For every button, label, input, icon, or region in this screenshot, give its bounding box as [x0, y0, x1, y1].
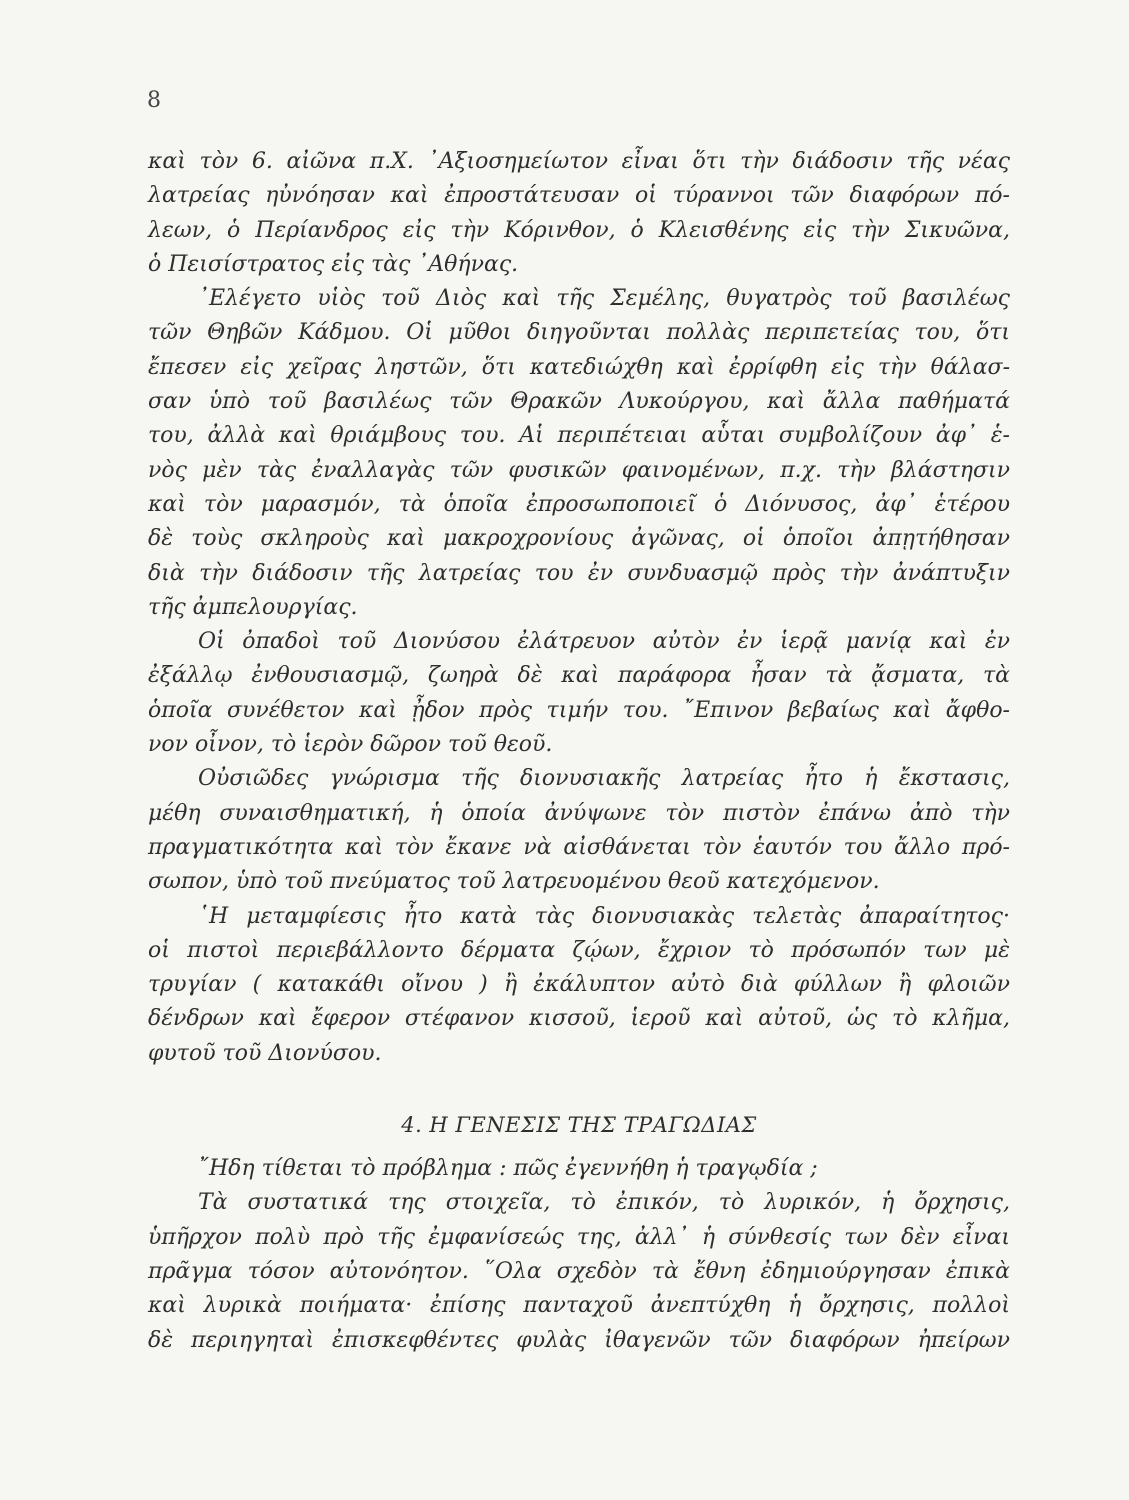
paragraph	[148, 282, 1010, 625]
paragraph	[148, 625, 1010, 762]
text-line: ἔπεσεν εἰς χεῖρας ληστῶν, ὅτι κατεδιώχθη καὶ ἐρρίφθη εἰς τὴν θάλασ-	[148, 354, 1010, 380]
text-line: ὁποῖα συνέθετον καὶ ᾖδον πρὸς τιμήν του. ῎Επινον βεβαίως καὶ ἄφθο-	[148, 697, 1010, 723]
text-line: διὰ τὴν διάδοσιν τῆς λατρείας του ἐν συνδυασμῷ πρὸς τὴν ἀνάπτυξιν	[148, 560, 1010, 586]
paragraph	[148, 145, 1010, 282]
text-line: τῶν Θηβῶν Κάδμου. Οἱ μῦθοι διηγοῦνται πολλὰς περιπετείας του, ὅτι	[148, 320, 1010, 346]
text-line: Τὰ συστατικά της στοιχεῖα, τὸ ἐπικόν, τὸ λυρικόν, ἡ ὄρχησις,	[198, 1190, 1010, 1216]
paragraph	[148, 1152, 1010, 1186]
text-line: πρᾶγμα τόσον αὐτονόητον. ῞Ολα σχεδὸν τὰ ἔθνη ἐδημιούργησαν ἐπικὰ	[148, 1258, 1010, 1284]
paragraph	[148, 762, 1010, 899]
text-line: σωπον, ὑπὸ τοῦ πνεύματος τοῦ λατρευομένου θεοῦ κατεχόμενον.	[148, 869, 880, 895]
text-line: δὲ τοὺς σκληροὺς καὶ μακροχρονίους ἀγῶνας, οἱ ὁποῖοι ἀπῃτήθησαν	[148, 526, 1010, 552]
text-line: φυτοῦ τοῦ Διονύσου.	[148, 1040, 382, 1066]
text-line: δένδρων καὶ ἔφερον στέφανον κισσοῦ, ἱεροῦ καὶ αὐτοῦ, ὡς τὸ κλῆμα,	[148, 1006, 1010, 1032]
text-line: ῎Ηδη τίθεται τὸ πρόβλημα : πῶς ἐγεννήθη ἡ τραγῳδία ;	[198, 1156, 818, 1182]
text-line: καὶ λυρικὰ ποιήματα· ἐπίσης πανταχοῦ ἀνεπτύχθη ἡ ὄρχησις, πολλοὶ	[148, 1293, 1010, 1319]
text-line: σαν ὑπὸ τοῦ βασιλέως τῶν Θρακῶν Λυκούργου, καὶ ἄλλα παθήματά	[148, 389, 1010, 415]
text-line: μέθη συναισθηματική, ἡ ὁποία ἀνύψωνε τὸν πιστὸν ἐπάνω ἀπὸ τὴν	[148, 800, 1010, 826]
text-line: λατρείας ηὐνόησαν καὶ ἐπροστάτευσαν οἱ τύραννοι τῶν διαφόρων πό-	[148, 183, 1010, 209]
text-line: του, ἀλλὰ καὶ θριάμβους του. Αἱ περιπέτειαι αὗται συμβολίζουν ἀφ᾿ ἑ-	[148, 423, 1010, 449]
text-line: καὶ τὸν μαρασμόν, τὰ ὁποῖα ἐπροσωποποιεῖ ὁ Διόνυσος, ἀφ᾿ ἑτέρου	[148, 491, 1010, 517]
text-line: Οὐσιῶδες γνώρισμα τῆς διονυσιακῆς λατρείας ἦτο ἡ ἔκστασις,	[198, 766, 1010, 792]
body-text	[148, 145, 1010, 1358]
paragraph	[148, 1186, 1010, 1357]
text-line: Οἱ ὀπαδοὶ τοῦ Διονύσου ἐλάτρευον αὐτὸν ἐν ἱερᾷ μανίᾳ καὶ ἐν	[198, 629, 1010, 655]
text-line: ὁ Πεισίστρατος εἰς τὰς ᾿Αθήνας.	[148, 251, 519, 277]
text-line: ᾿Ελέγετο υἱὸς τοῦ Διὸς καὶ τῆς Σεμέλης, θυγατρὸς τοῦ βασιλέως	[198, 286, 1010, 312]
text-line: νον οἶνον, τὸ ἱερὸν δῶρον τοῦ θεοῦ.	[148, 732, 553, 758]
section-heading: 4. Η ΓΕΝΕΣΙΣ ΤΗΣ ΤΡΑΓΩΔΙΑΣ	[401, 1113, 757, 1138]
text-line: τῆς ἀμπελουργίας.	[148, 594, 358, 620]
text-line: ἐξάλλῳ ἐνθουσιασμῷ, ζωηρὰ δὲ καὶ παράφορα ἦσαν τὰ ᾄσματα, τὰ	[148, 663, 1010, 689]
text-line: νὸς μὲν τὰς ἐναλλαγὰς τῶν φυσικῶν φαινομένων, π.χ. τὴν βλάστησιν	[148, 457, 1010, 483]
paragraph	[148, 900, 1010, 1071]
text-line: τρυγίαν ( κατακάθι οἴνου ) ἢ ἐκάλυπτον αὐτὸ διὰ φύλλων ἢ φλοιῶν	[148, 972, 1010, 998]
text-line: δὲ περιηγηταὶ ἐπισκεφθέντες φυλὰς ἰθαγενῶν τῶν διαφόρων ἠπείρων	[148, 1327, 1010, 1353]
text-line: καὶ τὸν 6. αἰῶνα π.Χ. ᾿Αξιοσημείωτον εἶναι ὅτι τὴν διάδοσιν τῆς νέας	[148, 149, 1010, 174]
text-line: ὑπῆρχον πολὺ πρὸ τῆς ἐμφανίσεώς της, ἀλλ᾿ ἡ σύνθεσίς των δὲν εἶναι	[148, 1224, 1010, 1250]
text-line: λεων, ὁ Περίανδρος εἰς τὴν Κόρινθον, ὁ Κλεισθένης εἰς τὴν Σικυῶνα,	[148, 217, 1010, 243]
text-line: οἱ πιστοὶ περιεβάλλοντο δέρματα ζῴων, ἔχριον τὸ πρόσωπόν των μὲ	[148, 937, 1010, 963]
text-line: ῾Η μεταμφίεσις ἦτο κατὰ τὰς διονυσιακὰς τελετὰς ἀπαραίτητος·	[198, 903, 1010, 929]
page-number: 8	[147, 88, 161, 113]
text-line: πραγματικότητα καὶ τὸν ἔκανε νὰ αἰσθάνεται τὸν ἑαυτόν του ἄλλο πρό-	[148, 834, 1010, 860]
